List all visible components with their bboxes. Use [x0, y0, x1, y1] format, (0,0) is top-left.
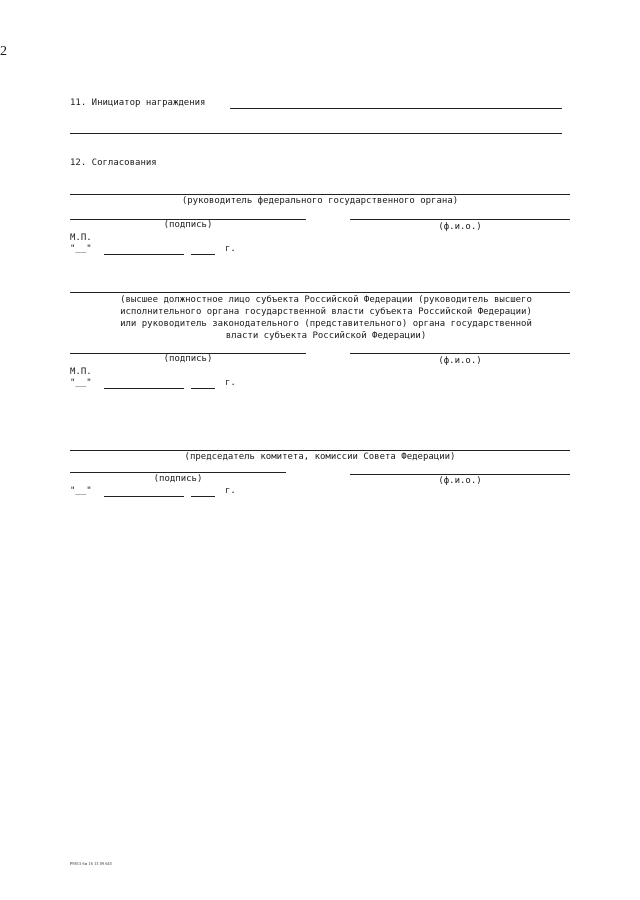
block2-date-year-line[interactable]	[191, 388, 215, 389]
footer-print-code: Р9813 бм 16 13 09 645	[70, 861, 112, 866]
block3-fio-line[interactable]	[350, 474, 570, 475]
block3-fio-caption: (ф.и.о.)	[438, 476, 482, 486]
regional-head-line[interactable]	[70, 292, 570, 293]
federal-organ-head-caption: (руководитель федерального государственного органа)	[181, 196, 459, 206]
block2-stamp: М.П.	[70, 367, 92, 377]
regional-caption-line-2: исполнительного органа государственной власти субъекта Российской Федерации)	[120, 307, 532, 317]
block1-date-year-line[interactable]	[191, 254, 215, 255]
committee-chair-caption: (председатель комитета, комиссии Совета Федерации)	[184, 452, 456, 462]
block1-stamp: М.П.	[70, 233, 92, 243]
block2-date-month-line[interactable]	[104, 388, 184, 389]
approvals-label: 12. Согласования	[70, 158, 157, 168]
page-number: 2	[0, 44, 7, 59]
block3-signature-caption: (подпись)	[153, 474, 203, 484]
block3-date-year-line[interactable]	[191, 496, 215, 497]
block1-date-quote: "__"	[70, 244, 92, 254]
block1-fio-caption: (ф.и.о.)	[438, 222, 482, 232]
committee-chair-line[interactable]	[70, 450, 570, 451]
regional-caption-line-4: власти субъекта Российской Федерации)	[225, 331, 427, 341]
initiator-field-line[interactable]	[230, 108, 562, 109]
block1-year-suffix: г.	[225, 244, 236, 254]
block1-fio-line[interactable]	[350, 219, 570, 220]
block2-year-suffix: г.	[225, 378, 236, 388]
block2-date-quote: "__"	[70, 378, 92, 388]
regional-caption-line-1: (высшее должностное лицо субъекта Российской Федерации (руководитель высшего	[120, 295, 532, 305]
federal-organ-head-line[interactable]	[70, 194, 570, 195]
block1-date-month-line[interactable]	[104, 254, 184, 255]
block2-fio-line[interactable]	[350, 353, 570, 354]
regional-head-caption	[80, 294, 572, 342]
block2-fio-caption: (ф.и.о.)	[438, 356, 482, 366]
block3-date-month-line[interactable]	[104, 496, 184, 497]
initiator-label: 11. Инициатор награждения	[70, 98, 206, 108]
block2-signature-caption: (подпись)	[163, 354, 213, 364]
block3-signature-line[interactable]	[70, 472, 286, 473]
initiator-continuation-line[interactable]	[70, 133, 562, 134]
block1-signature-caption: (подпись)	[163, 220, 213, 230]
block3-year-suffix: г.	[225, 486, 236, 496]
regional-caption-line-3: или руководитель законодательного (представительного) органа государственной	[120, 319, 532, 329]
block3-date-quote: "__"	[70, 486, 92, 496]
